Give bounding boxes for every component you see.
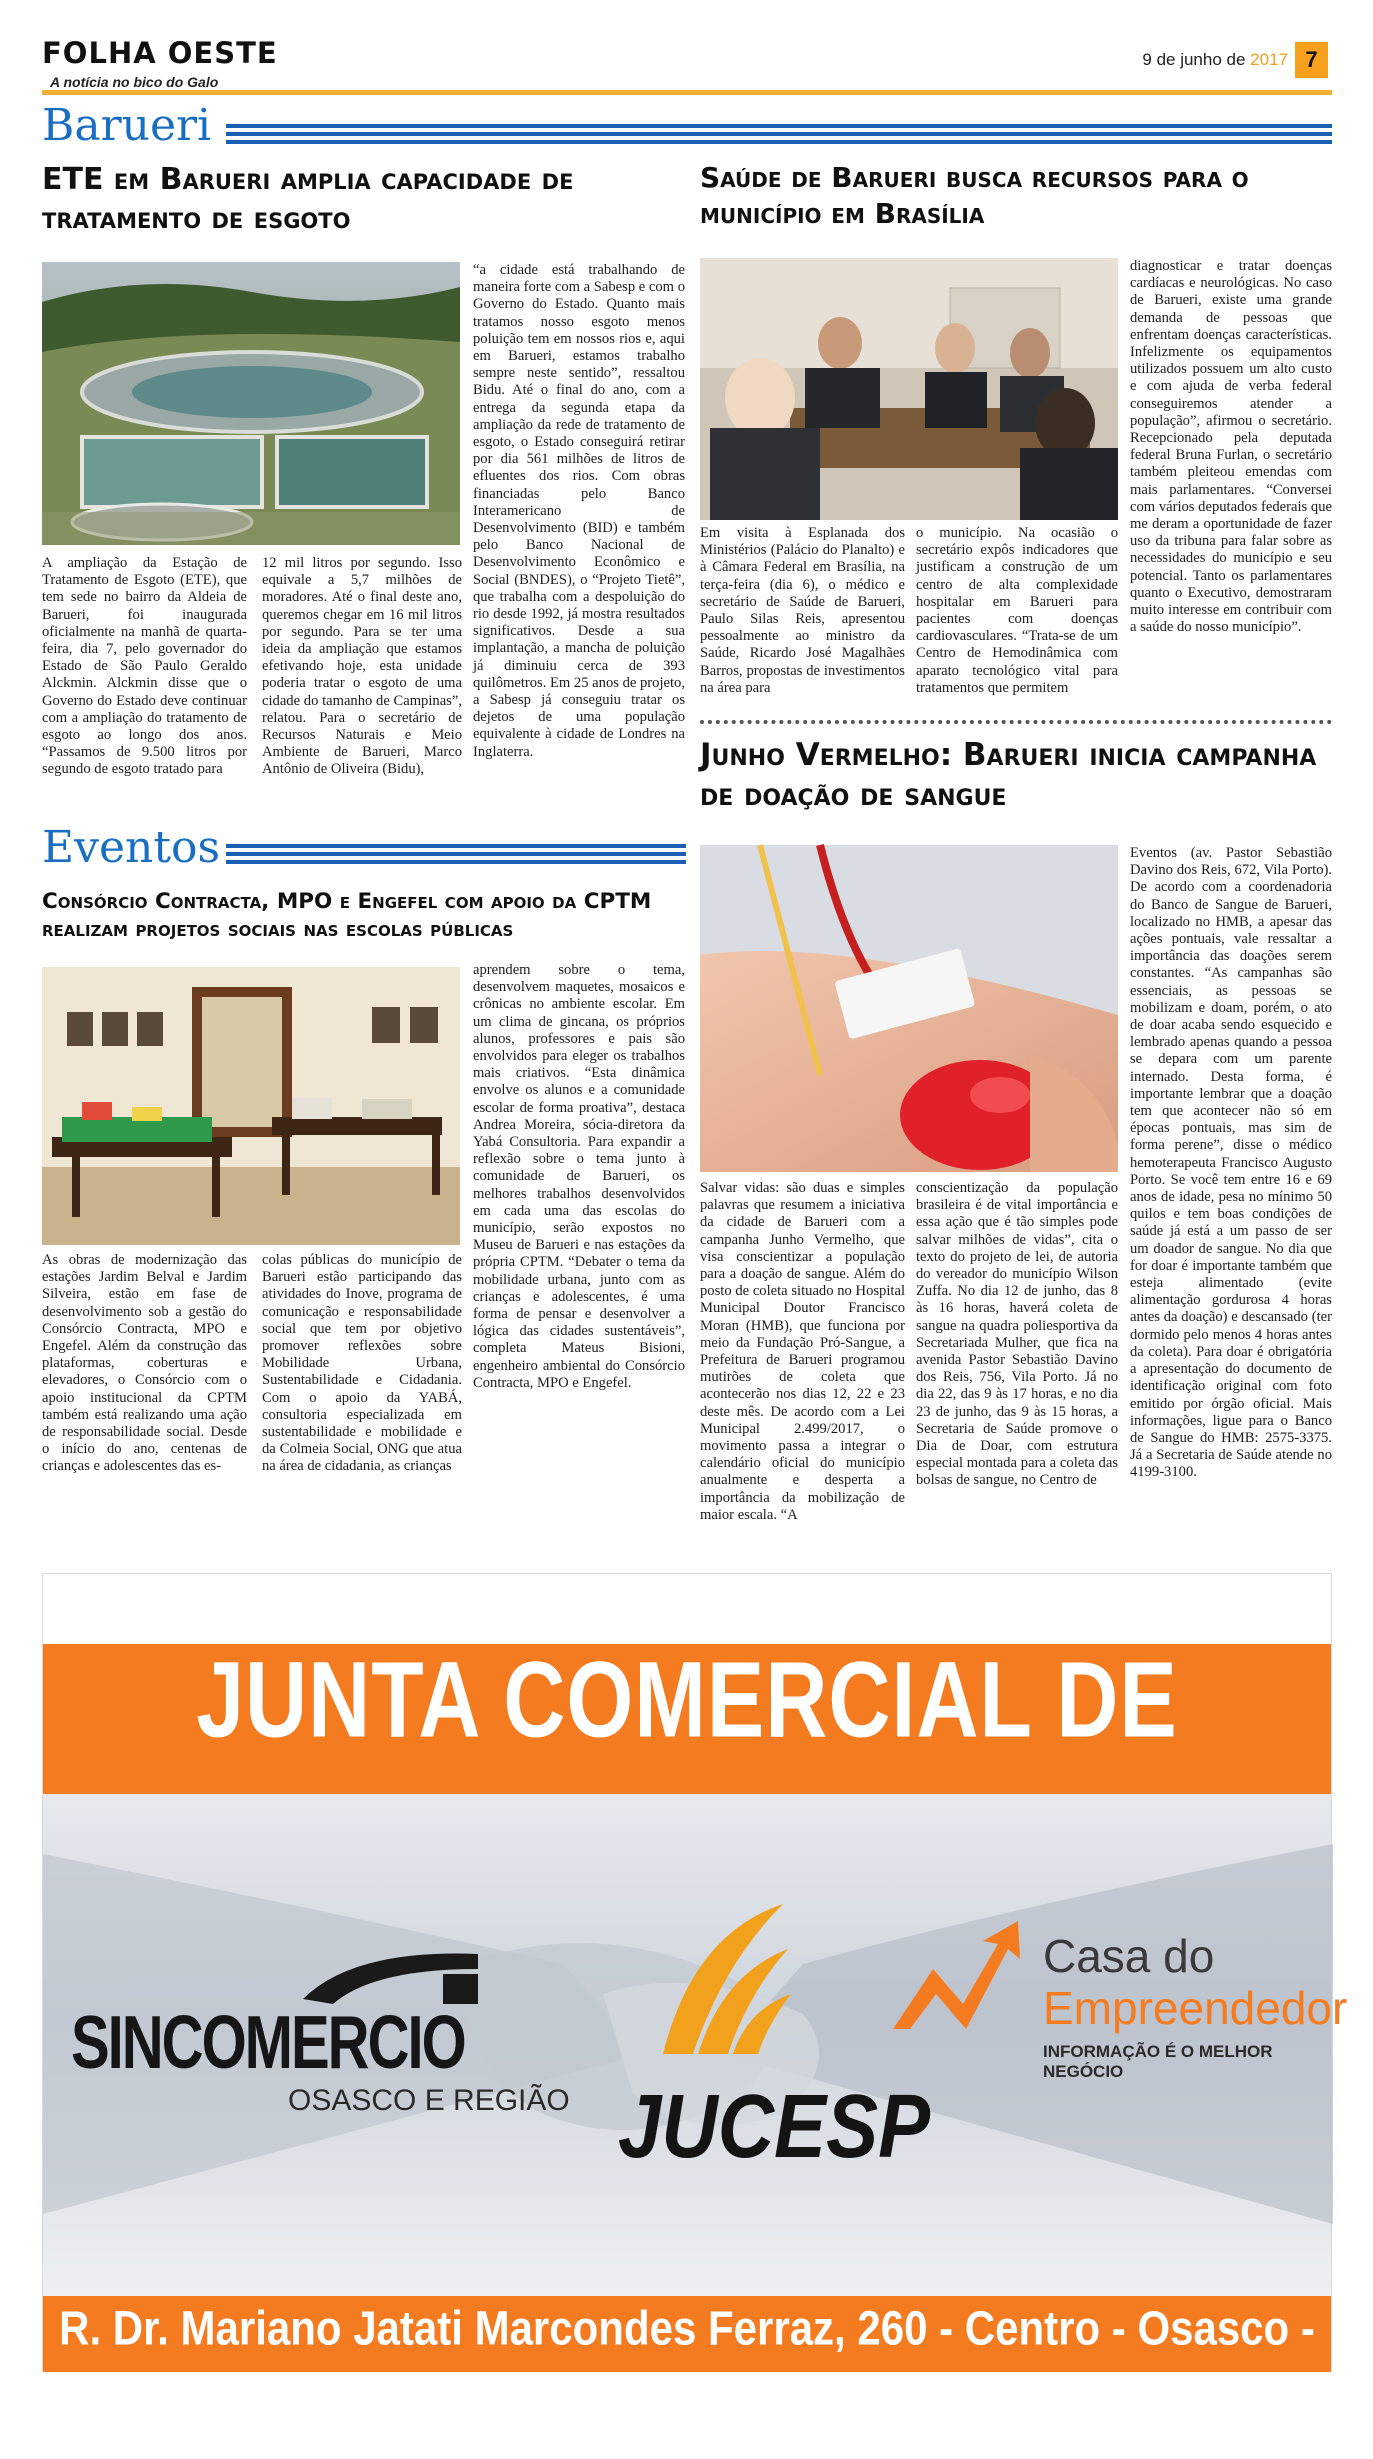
ad-title: JUNTA COMERCIAL DE: [196, 1640, 1178, 1761]
issue-date: [1142, 50, 1288, 70]
junho-column-3: Eventos (av. Pastor Sebastião Davino dos Reis, 672, Vila Porto). De acordo com a coordenadoria do Banco de Sangue de Barueri, localizado no HMB, a apesar das ações pontuais, vale ressaltar a importância das doações serem constantes. “As campanhas são essenciais, as pessoas se mobilizam e doam, porém, o ato de doar acaba sendo esquecido e lembrado apenas quando a pessoa se depara com um parente internado. Desta forma, é importante lembrar que a doação tem que acontecer não só em épocas pontuais, mas sim de forma perene”, disse o médico hemoterapeuta Francisco Augusto Porto. Se você tem entre 16 e 69 anos de idade, pesa no mínimo 50 quilos e tem boas condições de saúde já está a um passo de ser um doador de sangue. No dia que for doar é importante também que esteja alimentado (evite alimentação gordurosa 4 horas antes da doação) e descansado (ter dormido pelo menos 4 horas antes da coleta). Para doar é obrigatória a apresentação do documento de identificação original com foto emitido por órgão oficial. Mais informações, ligue para o Banco de Sangue do HMB: 2575-3375. Já a Secretaria de Saúde atende no 4199-3100.: [1130, 845, 1332, 1481]
section-stripes-barueri: [226, 124, 1332, 148]
casa-empreendedor-arrow-icon: [888, 1919, 1028, 2039]
jucesp-logo: JUCESP: [618, 2075, 931, 2177]
junho-column-2: conscientização da população brasileira é de vital importância e essa ação que é tão simples pode salvar milhões de vidas”, cita o texto do projeto de lei, de autoria do vereador do município Wilson Zuffa. No dia 12 de junho, das 8 às 16 horas, haverá coleta de sangue na quadra poliesportiva da Secretariada Mulher, que fica na avenida Pastor Sebastião Davino dos Reis, 756, Vila Porto. Já no dia 22, das 9 às 17 horas, e no dia 23 de junho, das 9 às 15 horas, a Secretaria de Saúde promove o Dia de Doar, com estrutura especial montada para a coleta das bolsas de sangue, no Centro de: [916, 1180, 1118, 1489]
headline-junho-vermelho: Junho Vermelho: Barueri inicia campanha de doação de sangue: [700, 737, 1317, 814]
saude-column-1: Em visita à Esplanada dos Ministérios (Palácio do Planalto) e à Câmara Federal em Brasília, na terça-feira (dia 6), o médico e secretário de Saúde de Barueri, Paulo Silas Reis, apresentou pessoalmente ao ministro da Saúde, Ricardo José Magalhães Barros, propostas de investimentos na área para: [700, 525, 905, 696]
ad-address: R. Dr. Mariano Jatati Marcondes Ferraz, 260 - Centro - Osasco - SP: [59, 2300, 1315, 2443]
ete-plant-illustration: [42, 262, 460, 545]
page-number: 7: [1295, 42, 1328, 78]
newspaper-title: FOLHA OESTE: [42, 36, 278, 70]
ad-title-band: [43, 1640, 1331, 1794]
blood-donation-illustration: [700, 845, 1118, 1172]
headline-consorcio: Consórcio Contracta, MPO e Engefel com apoio da CPTM realizam projetos sociais nas escolas públicas: [42, 889, 652, 942]
section-title-eventos: Eventos: [42, 822, 221, 873]
casa-logo-line2: Empreendedor: [1043, 1982, 1348, 2034]
photo-ete: [42, 262, 460, 545]
ete-column-1: A ampliação da Estação de Tratamento de Esgoto (ETE), que tem sede no bairro da Aldeia de Barueri, foi inaugurada oficialmente na manhã de quarta-feira, dia 7, pelo governador do Estado de São Paulo Geraldo Alckmin. Alckmin disse que o Governo do Estado deve continuar com a ampliação do tratamento de esgoto ao longo dos anos. “Passamos de 9.500 litros por segundo de esgoto tratado para: [42, 555, 247, 778]
headline-saude: Saúde de Barueri busca recursos para o município em Brasília: [700, 161, 1249, 231]
advertisement: [42, 1573, 1348, 2443]
saude-column-3: diagnosticar e tratar doenças cardíacas e neurológicas. No caso de Barueri, existe uma grande demanda de pessoas que enfrentam doenças características. Infelizmente os equipamentos utilizados possuem um alto custo e com ajuda de verba federal conseguiremos atender a população”, afirmou o secretário. Recepcionado pela deputada federal Bruna Furlan, o secretário também pleiteou emendas com mais parlamentares. “Conversei com vários deputados federais que me deram a oportunidade de fazer uso da tribuna para falar sobre as necessidades do município e seu potencial. Tanto os parlamentares quanto o Executivo, demostraram muito interesse em contribuir com a saúde do nosso município”.: [1130, 258, 1332, 636]
casa-tagline: INFORMAÇÃO É O MELHOR NEGÓCIO: [1043, 2042, 1273, 2081]
newspaper-tagline: A notícia no bico do Galo: [50, 74, 219, 90]
headline-ete: ETE em Barueri amplia capacidade de tratamento de esgoto: [42, 162, 574, 236]
consorcio-column-2: colas públicas do município de Barueri estão participando das atividades do Inove, programa de comunicação e responsabilidade social que tem por objetivo promover reflexões sobre Mobilidade Urbana, Sustentabilidade e Cidadania. Com o apoio da YABÁ, consultoria especializada em sustentabilidade e mobilidade e da Colmeia Social, ONG que atua na área de cidadania, as crianças: [262, 1252, 462, 1475]
casa-logo-line1: Casa do: [1043, 1930, 1215, 1982]
section-stripes-eventos: [226, 844, 686, 868]
sincomercio-logo: SINCOMERCIO: [71, 2000, 465, 2085]
section-title-barueri: Barueri: [42, 100, 212, 151]
ete-column-2: 12 mil litros por segundo. Isso equivale a 5,7 milhões de moradores. Até o final deste ano, queremos chegar em 16 mil litros por segundo. Para se ter uma ideia da ampliação que estamos efetivando hoje, esta unidade poderia tratar o esgoto de uma cidade do tamanho de Campinas”, relatou. Para o secretário de Recursos Naturais e Meio Ambiente de Barueri, Marco Antônio de Oliveira (Bidu),: [262, 555, 462, 778]
exhibition-illustration: [42, 967, 460, 1245]
masthead-rule: [42, 90, 1332, 95]
meeting-illustration: [700, 258, 1118, 520]
ete-column-3: “a cidade está trabalhando de maneira forte com a Sabesp e com o Governo do Estado. Quanto mais tratamos nosso esgoto menos poluição tem em nossos rios e, aqui em Barueri, estamos trabalho sempre neste sentido”, ressaltou Bidu. Até o final do ano, com a entrega da segunda etapa da ampliação da rede de tratamento de esgoto, o Estado conseguirá retirar por dia 561 milhões de litros de efluentes dos rios. Com obras financiadas pelo Banco Interamericano de Desenvolvimento (BID) e também pelo Banco Nacional de Desenvolvimento Econômico e Social (BNDES), o “Projeto Tietê”, que trabalha com a despoluição do rio desde 1992, já mostra resultados significativos. Desde a sua implantação, a mancha de poluição já diminuiu cerca de 393 quilômetros. Em 25 anos de projeto, a Sabesp já conseguiu tratar os dejetos de uma população equivalente à cidade de Londres na Inglaterra.: [473, 262, 685, 760]
ad-logos-area: [43, 1794, 1348, 2296]
consorcio-column-1: As obras de modernização das estações Jardim Belval e Jardim Silveira, estão em fase de desenvolvimento sob a gestão do Consórcio Contracta, MPO e Engefel. Além da construção das plataformas, coberturas e elevadores, o Consórcio com o apoio institucional da CPTM também está realizando uma ação de responsabilidade social. Desde o início do ano, centenas de crianças e adolescentes das es-: [42, 1252, 247, 1475]
consorcio-column-3: aprendem sobre o tema, desenvolvem maquetes, mosaicos e crônicas no ambiente escolar. Em um clima de gincana, os próprios alunos, professores e pais são envolvidos para eleger os trabalhos mais criativos. “Esta dinâmica envolve os alunos e a comunidade escolar de forma proativa”, destaca Andrea Moreira, sócia-diretora da Yabá Consultoria. Para expandir a reflexão sobre o tema junto à comunidade de Barueri, os melhores trabalhos desenvolvidos em cada uma das escolas do município, serão expostos no Museu de Barueri e nas estações da própria CPTM. “Debater o tema da mobilidade urbana, junto com as crianças e adolescentes, é uma forma de pensar e desenvolver a lógica das cidades sustentáveis”, completa Mateus Bisioni, engenheiro ambiental do Consórcio Contracta, MPO e Engefel.: [473, 962, 685, 1391]
saude-column-2: o município. Na ocasião o secretário expôs indicadores que justificam a construção de um centro de alta complexidade hospitalar em Barueri para pacientes com doenças cardiovasculares. “Trata-se de um Centro de Hemodinâmica com aparato tecnológico vital para tratamentos que permitem: [916, 525, 1118, 696]
sincomercio-subtitle: OSASCO E REGIÃO: [288, 2084, 570, 2117]
issue-date-day: 9 de junho de: [1142, 50, 1246, 69]
photo-saude: [700, 258, 1118, 520]
ad-address-band: [43, 2296, 1331, 2443]
photo-exhibition: [42, 967, 460, 1245]
issue-date-year: 2017: [1250, 50, 1288, 69]
photo-blood-donation: [700, 845, 1118, 1172]
article-divider: [700, 720, 1332, 724]
junho-column-1: Salvar vidas: são duas e simples palavras que resumem a iniciativa da cidade de Barueri com a campanha Junho Vermelho, que visa conscientizar a população para a doação de sangue. Além do posto de coleta situado no Hospital Municipal Doutor Francisco Moran (HMB), que funciona por meio da Fundação Pró-Sangue, a Prefeitura de Barueri programou mutirões de coleta que acontecerão nos dias 12, 22 e 23 deste mês. De acordo com a Lei Municipal 2.499/2017, o movimento passa a integrar o calendário oficial do município anualmente e desperta a importância da mobilização de maior escala. “A: [700, 1180, 905, 1523]
jucesp-rays-icon: [653, 1894, 793, 2064]
